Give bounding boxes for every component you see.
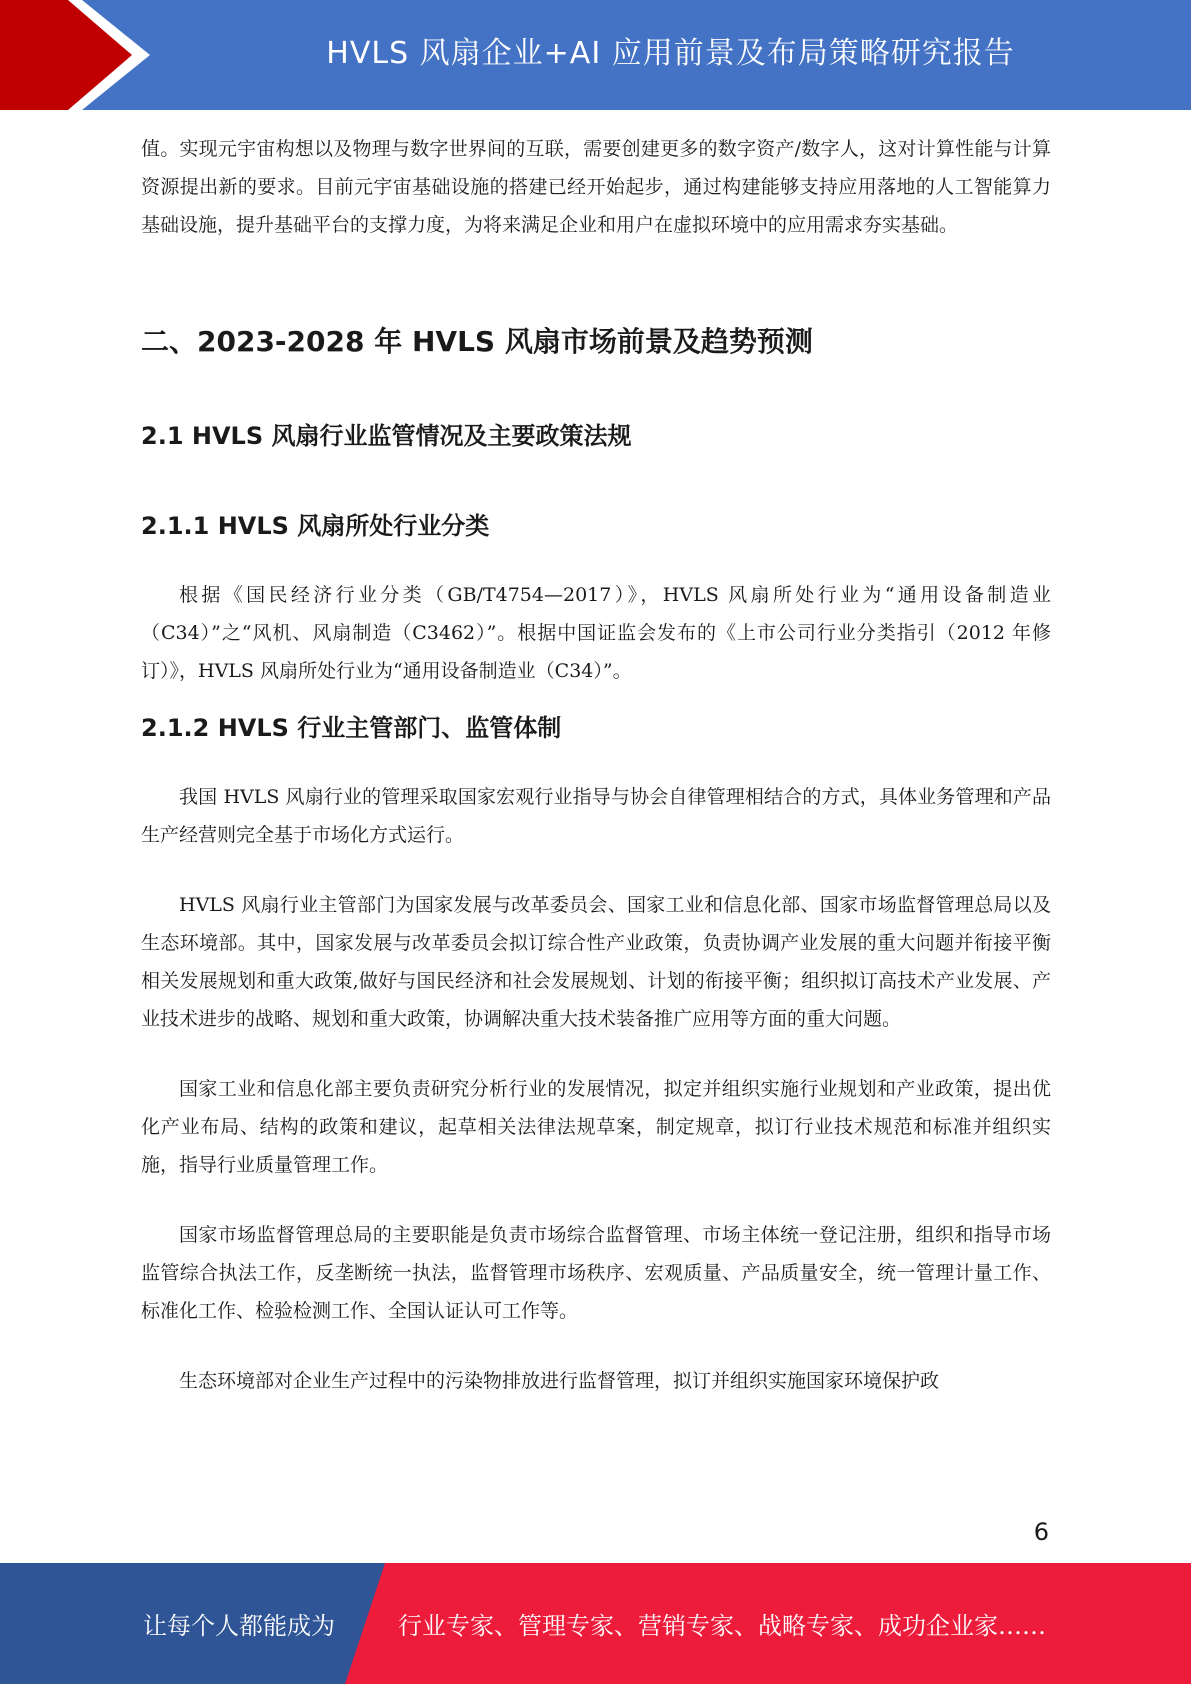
classification-paragraph: 根据《国民经济行业分类（GB/T4754—2017）》，HVLS 风扇所处行业为“通用设备制造业（C34）”之“风机、风扇制造（C3462）”。根据中国证监会发布的《上市公司行业分类指引（2012 年修订）》，HVLS 风扇所处行业为“通用设备制造业（C34）”。 (141, 584, 1051, 682)
page-number: 6 (1033, 1518, 1049, 1546)
subsection-heading: 2.1 HVLS 风扇行业监管情况及主要政策法规 (141, 422, 632, 450)
body-paragraph: 生态环境部对企业生产过程中的污染物排放进行监督管理，拟订并组织实施国家环境保护政 (179, 1370, 940, 1392)
body-paragraph: HVLS 风扇行业主管部门为国家发展与改革委员会、国家工业和信息化部、国家市场监督管理总局以及生态环境部。其中，国家发展与改革委员会拟订综合性产业政策，负责协调产业发展的重大问题并衔接平衡相关发展规划和重大政策,做好与国民经济和社会发展规划、计划的衔接平衡；组织拟订高技术产业发展、产业技术进步的战略、规划和重大政策，协调解决重大技术装备推广应用等方面的重大问题。 (141, 894, 1051, 1030)
footer-slogan-right: 行业专家、管理专家、营销专家、战略专家、成功企业家…… (398, 1612, 1046, 1640)
header-bar (0, 0, 1191, 110)
page-content (141, 130, 1051, 1400)
report-title: HVLS 风扇企业+AI 应用前景及布局策略研究报告 (326, 36, 1015, 71)
body-paragraph: 国家市场监督管理总局的主要职能是负责市场综合监督管理、市场主体统一登记注册，组织和指导市场监管综合执法工作，反垄断统一执法，监督管理市场秩序、宏观质量、产品质量安全，统一管理计量工作、标准化工作、检验检测工作、全国认证认可工作等。 (141, 1224, 1051, 1322)
header-arrow-logo (0, 0, 150, 110)
footer-banner (0, 1563, 1191, 1684)
subsubsection-heading-2: 2.1.2 HVLS 行业主管部门、监管体制 (141, 714, 562, 742)
body-paragraph: 国家工业和信息化部主要负责研究分析行业的发展情况，拟定并组织实施行业规划和产业政策，提出优化产业布局、结构的政策和建议，起草相关法律法规草案，制定规章，拟订行业技术规范和标准并组织实施，指导行业质量管理工作。 (141, 1078, 1051, 1176)
subsubsection-heading-1: 2.1.1 HVLS 风扇所处行业分类 (141, 512, 490, 540)
footer-slogan-left: 让每个人都能成为 (143, 1612, 335, 1640)
body-paragraph: 我国 HVLS 风扇行业的管理采取国家宏观行业指导与协会自律管理相结合的方式，具体业务管理和产品生产经营则完全基于市场化方式运行。 (141, 786, 1051, 846)
section-heading: 二、2023-2028 年 HVLS 风扇市场前景及趋势预测 (141, 325, 813, 358)
intro-paragraph: 值。实现元宇宙构想以及物理与数字世界间的互联，需要创建更多的数字资产/数字人，这对计算性能与计算资源提出新的要求。目前元宇宙基础设施的搭建已经开始起步，通过构建能够支持应用落地的人工智能算力基础设施，提升基础平台的支撑力度，为将来满足企业和用户在虚拟环境中的应用需求夯实基础。 (141, 138, 1051, 236)
